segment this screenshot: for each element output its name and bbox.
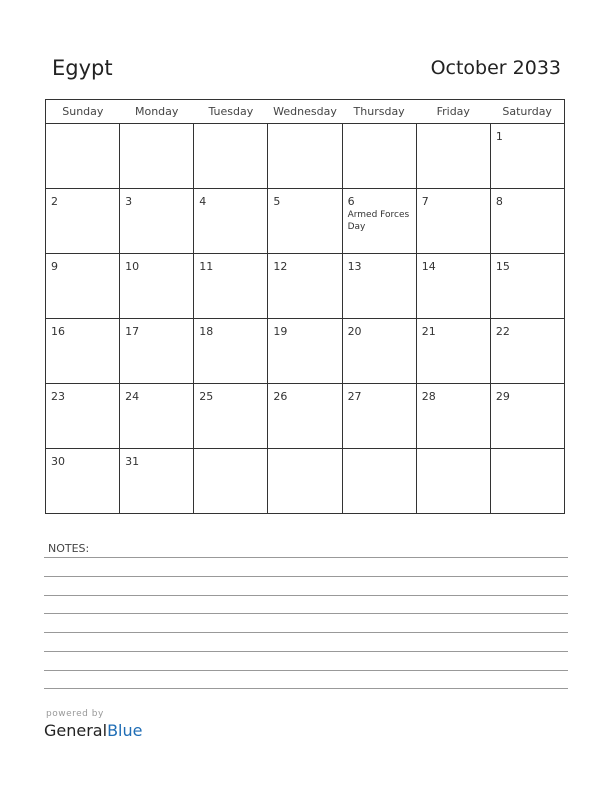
day-number: 3 [125, 195, 133, 208]
day-number: 18 [199, 325, 214, 338]
week-row [46, 384, 565, 449]
day-cell[interactable] [490, 189, 564, 254]
day-cell [268, 124, 342, 189]
day-cell [416, 124, 490, 189]
day-number: 14 [421, 260, 436, 273]
weekday-tuesday: Tuesday [194, 100, 268, 124]
holiday-event: Armed Forces Day [347, 210, 410, 232]
powered-by-text: powered by [46, 709, 104, 719]
weekday-sunday: Sunday [46, 100, 120, 124]
notes-label: NOTES: [48, 542, 90, 555]
day-cell[interactable] [46, 384, 120, 449]
day-number: 4 [199, 195, 207, 208]
day-number: 15 [495, 260, 510, 273]
day-cell[interactable] [194, 189, 268, 254]
day-number: 11 [199, 260, 214, 273]
day-number: 2 [51, 195, 58, 208]
day-cell [120, 124, 194, 189]
day-cell[interactable] [268, 319, 342, 384]
day-number: 8 [495, 195, 503, 208]
day-cell[interactable] [268, 254, 342, 319]
week-row [46, 124, 565, 189]
day-number: 1 [495, 130, 503, 143]
day-number: 7 [421, 195, 429, 208]
day-cell [194, 449, 268, 514]
day-cell [416, 449, 490, 514]
day-cell[interactable] [416, 189, 490, 254]
day-cell[interactable] [342, 319, 416, 384]
day-number: 22 [495, 325, 510, 338]
day-number: 21 [421, 325, 436, 338]
note-line [44, 576, 568, 577]
day-number: 13 [347, 260, 362, 273]
weekday-saturday: Saturday [490, 100, 564, 124]
day-number: 23 [51, 390, 65, 403]
brand-blue: Blue [107, 721, 143, 740]
day-cell[interactable] [194, 254, 268, 319]
day-cell[interactable] [490, 124, 564, 189]
day-number: 25 [199, 390, 214, 403]
country-title: Egypt [52, 56, 113, 80]
day-cell[interactable] [46, 254, 120, 319]
day-cell[interactable] [416, 384, 490, 449]
day-number: 26 [273, 390, 288, 403]
note-line [44, 670, 568, 671]
day-number: 27 [347, 390, 362, 403]
day-cell[interactable] [120, 384, 194, 449]
brand-general: General [44, 721, 108, 740]
day-cell[interactable] [342, 189, 416, 254]
day-cell[interactable] [342, 254, 416, 319]
day-cell [194, 124, 268, 189]
day-cell [268, 449, 342, 514]
weekday-header-row [46, 100, 565, 124]
day-cell[interactable] [490, 254, 564, 319]
day-number: 9 [51, 260, 58, 273]
calendar-grid [45, 99, 565, 514]
day-number: 20 [347, 325, 362, 338]
day-number: 24 [125, 390, 140, 403]
weekday-thursday: Thursday [342, 100, 416, 124]
day-cell [342, 449, 416, 514]
day-cell[interactable] [194, 319, 268, 384]
month-year-title: October 2033 [430, 57, 561, 79]
day-cell[interactable] [268, 384, 342, 449]
week-row [46, 319, 565, 384]
note-line [44, 595, 568, 596]
week-row [46, 449, 565, 514]
day-number: 12 [273, 260, 288, 273]
day-cell[interactable] [120, 189, 194, 254]
day-cell[interactable] [120, 319, 194, 384]
day-cell [46, 124, 120, 189]
note-line [44, 632, 568, 633]
weekday-wednesday: Wednesday [268, 100, 342, 124]
day-cell[interactable] [120, 254, 194, 319]
week-row [46, 189, 565, 254]
day-number: 5 [273, 195, 281, 208]
day-cell [342, 124, 416, 189]
day-number: 10 [125, 260, 140, 273]
day-number: 19 [273, 325, 288, 338]
note-line [44, 613, 568, 614]
week-row [46, 254, 565, 319]
day-cell[interactable] [120, 449, 194, 514]
day-number: 30 [51, 455, 65, 468]
day-cell[interactable] [490, 384, 564, 449]
note-line [44, 688, 568, 689]
day-number: 31 [125, 455, 140, 468]
day-cell[interactable] [416, 319, 490, 384]
day-cell[interactable] [416, 254, 490, 319]
day-number: 29 [495, 390, 510, 403]
day-cell[interactable] [46, 189, 120, 254]
day-number: 6 [347, 195, 355, 208]
day-cell[interactable] [194, 384, 268, 449]
day-cell [490, 449, 564, 514]
day-cell[interactable] [46, 449, 120, 514]
day-number: 16 [51, 325, 65, 338]
day-number: 17 [125, 325, 140, 338]
day-cell[interactable] [46, 319, 120, 384]
day-cell[interactable] [268, 189, 342, 254]
day-cell[interactable] [342, 384, 416, 449]
weekday-monday: Monday [120, 100, 194, 124]
day-number: 28 [421, 390, 436, 403]
brand-logo[interactable] [44, 721, 142, 740]
note-line [44, 651, 568, 652]
day-cell[interactable] [490, 319, 564, 384]
note-line [44, 557, 568, 558]
weekday-friday: Friday [416, 100, 490, 124]
